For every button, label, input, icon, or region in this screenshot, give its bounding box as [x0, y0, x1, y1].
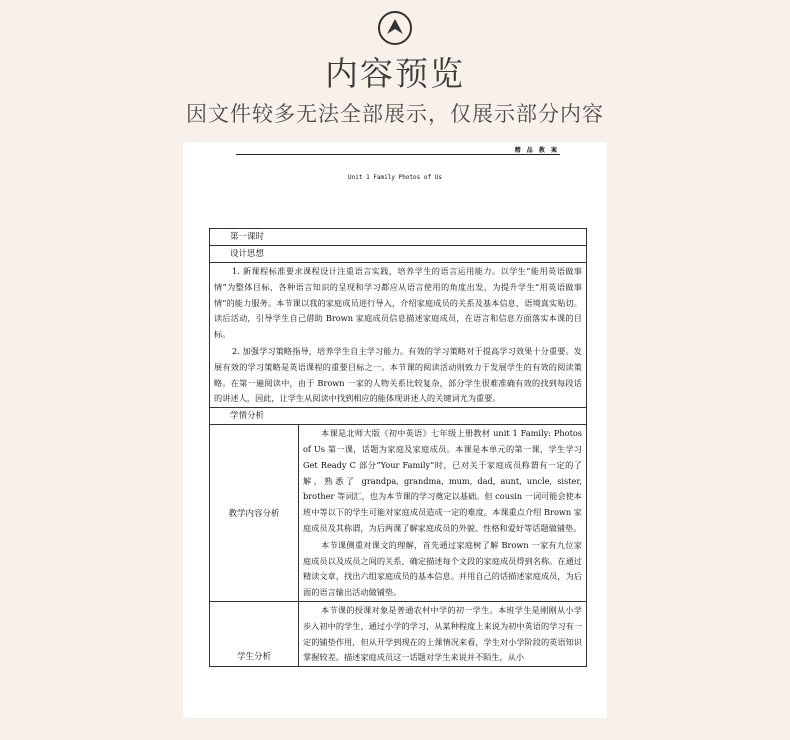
document-title: Unit 1 Family Photos of Us [348, 174, 442, 181]
content-paragraph: 本节课侧重对课文的理解，首先通过家庭树了解 Brown 一家有九位家庭成员以及成员之间的关系，确定描述每个文段的家庭成员得到名称。在通过精读文章，找出六组家庭成员的基本信息。并用自己的话描述家庭成员，为后面的语言输出活动做铺垫。 [303, 539, 582, 598]
content-analysis-text [299, 425, 587, 602]
chevron-up-circle-icon[interactable] [377, 10, 413, 46]
page-subtitle: 因文件较多无法全部展示，仅展示部分内容 [186, 102, 604, 126]
document-header-rule [236, 154, 560, 155]
document-preview [183, 142, 607, 718]
analysis-heading: 学情分析 [210, 408, 587, 425]
student-analysis-label: 学生分析 [210, 601, 299, 666]
table-row [210, 425, 587, 602]
content-analysis-label: 教学内容分析 [210, 425, 299, 602]
student-paragraph: 本节课的授课对象是普通农村中学的初一学生。本班学生是刚刚从小学步入初中的学生，通过小学的学习，从某种程度上来说为初中英语的学习有一定的铺垫作用，但从开学到现在的上课情况来看，学生对小学阶段的英语知识掌握较差。描述家庭成员这一话题对学生来说并不陌生，从小 [303, 604, 582, 663]
lesson-number: 第一课时 [210, 229, 587, 246]
table-row [210, 408, 587, 425]
design-content [210, 263, 587, 408]
design-paragraph: 1. 新课程标准要求课程设计注重语言实践，培养学生的语言运用能力。以学生“能用英语做事情”为整体目标，各种语言知识的呈现和学习都应从语言使用的角度出发，为提升学生“用英语做事情”的能力服务。本节课以我的家庭成员进行导入，介绍家庭成员的关系及基本信息，语境真实贴切。读后活动，引导学生自己借助 Brown 家庭成员信息描述家庭成员，在语言和信息方面落实本课的目标。 [214, 266, 582, 340]
design-heading: 设计思想 [210, 246, 587, 263]
page-title: 内容预览 [325, 54, 465, 93]
content-paragraph: 本课是北师大版《初中英语》七年级上册教材 unit 1 Family: Photos of Us 第一课，话题为家庭及家庭成员。本课是本单元的第一课，学生学习 Get Ready C 部分“Your Family”时，已对关于家庭成员称谓有一定的了解，熟悉了 grandpa, grandma, mum, dad, aunt, uncle, sister, brother 等词汇，也为本节课的学习奠定以基础。但 cousin 一词可能会使本班中等以下的学生可能对家庭成员造成一定的难度。本课重点介绍 Brown 家庭成员及其称谓，为后两课了解家庭成员的外貌、性格和爱好等话题做铺垫。 [303, 428, 582, 533]
design-paragraph: 2. 加强学习策略指导，培养学生自主学习能力。有效的学习策略对于提高学习效果十分重要。发展有效的学习策略是英语课程的重要目标之一。本节课的阅读活动则致力于发展学生的有效的阅读策略。在第一遍阅读中，由于 Brown 一家的人物关系比较复杂，部分学生很难准确有效的找到每段话的讲述人，因此，让学生从阅读中找到相应的能体现讲述人的关键词尤为重要。 [214, 345, 582, 404]
table-row [210, 246, 587, 263]
student-analysis-text [299, 601, 587, 666]
table-row [210, 601, 587, 666]
table-row [210, 229, 587, 246]
document-top-label: 精 品 教 案 [514, 147, 559, 154]
table-row [210, 263, 587, 408]
lesson-plan-table [209, 228, 587, 667]
